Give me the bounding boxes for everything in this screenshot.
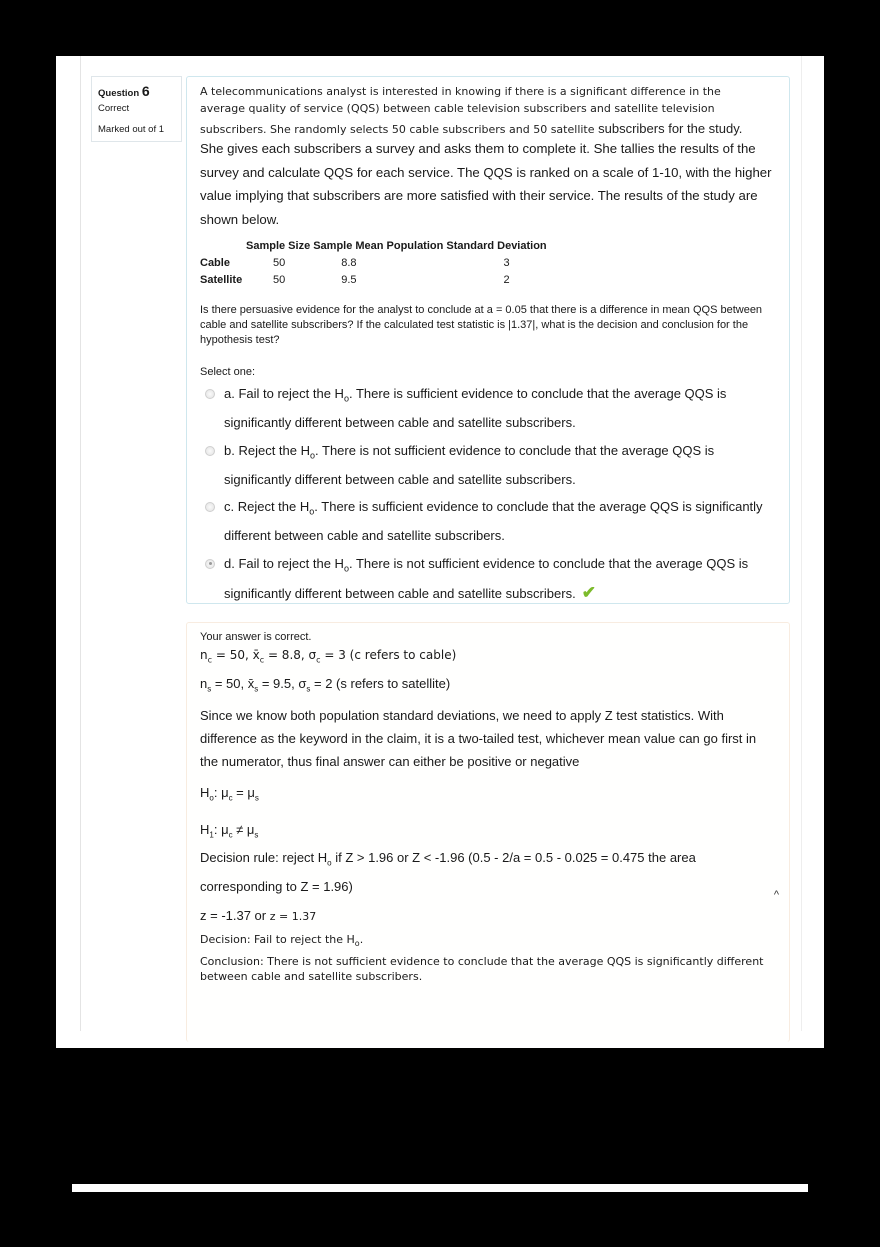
question-number: Question 6 bbox=[98, 83, 150, 99]
subscript: o bbox=[327, 858, 332, 868]
symbol: x̄ bbox=[252, 648, 260, 662]
value: = 50, bbox=[212, 648, 253, 662]
subscript: o bbox=[343, 563, 349, 574]
radio-button-selected[interactable] bbox=[205, 559, 215, 569]
subscript: s bbox=[254, 793, 259, 803]
option-text: . There is sufficient evidence to conclude that the average QQS is significantly different between cable and satellite subscribers. bbox=[224, 499, 763, 544]
results-table bbox=[200, 237, 547, 288]
table-row bbox=[200, 254, 547, 271]
collapse-caret-icon[interactable]: ^ bbox=[773, 889, 779, 901]
option-text: d. Fail to reject the H bbox=[224, 555, 344, 571]
option-text: . There is not sufficient evidence to conclude that the average QQS is significantly different between cable and satellite subscribers. bbox=[224, 555, 749, 601]
question-state: Correct bbox=[98, 103, 130, 114]
subscript: c bbox=[228, 830, 233, 840]
cable-values bbox=[200, 643, 776, 672]
symbol: σ bbox=[308, 648, 317, 662]
intro-line: subscribers. She randomly selects 50 cable subscribers and 50 satellite bbox=[200, 123, 595, 136]
right-rail-divider bbox=[801, 56, 802, 1031]
cell: 50 bbox=[273, 256, 286, 269]
cell: 2 bbox=[503, 273, 510, 286]
text: if Z > 1.96 or Z < -1.96 (0.5 - 2/a = 0.5 - 0.025 = 0.475 the area corresponding to Z = 1.96) bbox=[200, 850, 696, 894]
subscript: c bbox=[316, 655, 321, 665]
symbol: = μ bbox=[232, 784, 255, 800]
answer-option-d[interactable] bbox=[200, 552, 776, 606]
question-body: She gives each subscribers a survey and asks them to complete it. She tallies the results of the survey and calculate QQS for each service. The QQS is ranked on a scale of 1-10, with the higher value implying that subscribers are more satisfied with their service. The results of the study are shown below. bbox=[200, 141, 772, 227]
subscript: o bbox=[310, 450, 316, 461]
null-hypothesis bbox=[200, 781, 776, 810]
column-header: Population Standard Deviation bbox=[386, 239, 547, 252]
symbol: H bbox=[200, 821, 210, 837]
intro-line: average quality of service (QQS) between cable television subscribers and satellite television bbox=[200, 102, 715, 115]
column-header: Sample Size bbox=[246, 239, 311, 252]
quiz-review-page bbox=[56, 56, 824, 1048]
option-text: . There is not sufficient evidence to conclude that the average QQS is significantly different between cable and satellite subscribers. bbox=[224, 442, 715, 487]
text: Decision rule: reject H bbox=[200, 850, 328, 866]
subscript: s bbox=[254, 830, 259, 840]
subscript: o bbox=[309, 506, 315, 517]
symbol: σ bbox=[298, 676, 307, 692]
subscript: 1 bbox=[209, 830, 214, 840]
question-prompt: Is there persuasive evidence for the analyst to conclude at a = 0.05 that there is a difference in mean QQS between cable and satellite subscribers? If the calculated test statistic is |1.37|, what is the decision and conclusion for the hypothesis test? bbox=[200, 304, 763, 346]
subscript: c bbox=[228, 793, 233, 803]
select-one-label: Select one: bbox=[200, 366, 256, 378]
alternative-hypothesis bbox=[200, 818, 776, 847]
symbol: : μ bbox=[213, 821, 229, 837]
value: = 8.8, bbox=[264, 648, 309, 662]
subscript: s bbox=[254, 684, 259, 694]
correct-check-icon: ✔ bbox=[581, 582, 596, 602]
option-text: . There is sufficient evidence to conclude that the average QQS is significantly different between cable and satellite subscribers. bbox=[224, 386, 727, 431]
cell: 3 bbox=[503, 256, 510, 269]
symbol: n bbox=[200, 648, 208, 662]
subscript: c bbox=[259, 655, 265, 665]
satellite-values bbox=[200, 672, 776, 701]
option-text: c. Reject the H bbox=[224, 499, 310, 515]
feedback-panel bbox=[186, 622, 790, 1042]
text: Decision: Fail to reject the H bbox=[200, 932, 355, 946]
value: = 50, bbox=[211, 676, 248, 692]
cell: 8.8 bbox=[341, 256, 357, 269]
question-intro bbox=[200, 83, 776, 138]
symbol: : μ bbox=[213, 784, 229, 800]
radio-button[interactable] bbox=[205, 502, 215, 512]
radio-button[interactable] bbox=[205, 446, 215, 456]
symbol: x̄ bbox=[247, 676, 255, 692]
intro-line: A telecommunications analyst is interested in knowing if there is a significant difference in the bbox=[200, 85, 721, 98]
subscript: o bbox=[209, 793, 214, 803]
decision bbox=[200, 932, 776, 951]
symbol: n bbox=[200, 676, 208, 692]
value: = 9.5, bbox=[258, 676, 299, 692]
answer-option-a[interactable] bbox=[200, 382, 776, 435]
row-label: Satellite bbox=[200, 273, 243, 286]
option-text: b. Reject the H bbox=[224, 442, 310, 458]
radio-button[interactable] bbox=[205, 389, 215, 399]
symbol: ≠ μ bbox=[232, 821, 255, 837]
table-row bbox=[200, 271, 547, 288]
feedback-status: Your answer is correct. bbox=[200, 631, 312, 643]
conclusion: Conclusion: There is not sufficient evidence to conclude that the average QQS is significantly different between cable and satellite subscribers. bbox=[200, 954, 764, 983]
answer-option-c[interactable] bbox=[200, 495, 776, 548]
subscript: o bbox=[343, 393, 349, 404]
subscript: s bbox=[207, 684, 212, 694]
symbol: H bbox=[200, 784, 210, 800]
row-label: Cable bbox=[200, 256, 230, 269]
subscript: o bbox=[354, 938, 360, 948]
column-header: Sample Mean bbox=[313, 239, 384, 252]
bottom-bar bbox=[72, 1184, 808, 1192]
question-grade: Marked out of 1 bbox=[98, 124, 165, 135]
left-rail-divider bbox=[80, 56, 81, 1031]
subscript: s bbox=[306, 684, 311, 694]
question-info-box bbox=[91, 76, 182, 142]
table-header-row bbox=[200, 237, 547, 254]
column-header bbox=[200, 237, 246, 254]
z-statistic bbox=[200, 904, 776, 928]
subscript: c bbox=[207, 655, 213, 665]
value: = 3 (c refers to cable) bbox=[320, 648, 457, 662]
text: . bbox=[359, 932, 364, 946]
text: z = -1.37 or bbox=[200, 907, 270, 923]
cell: 9.5 bbox=[341, 273, 357, 286]
question-formulation bbox=[186, 76, 790, 604]
feedback-explanation: Since we know both population standard deviations, we need to apply Z test statistics. With difference as the keyword in the claim, it is a two-tailed test, whichever mean value can go first in the numerator, thus final answer can either be positive or negative bbox=[200, 707, 757, 769]
text: z = 1.37 bbox=[269, 909, 317, 923]
answer-option-b[interactable] bbox=[200, 439, 776, 492]
intro-line: subscribers for the study. bbox=[594, 121, 743, 136]
cell: 50 bbox=[273, 273, 286, 286]
decision-rule bbox=[200, 846, 776, 898]
option-text: a. Fail to reject the H bbox=[224, 386, 344, 401]
value: = 2 (s refers to satellite) bbox=[310, 676, 451, 692]
